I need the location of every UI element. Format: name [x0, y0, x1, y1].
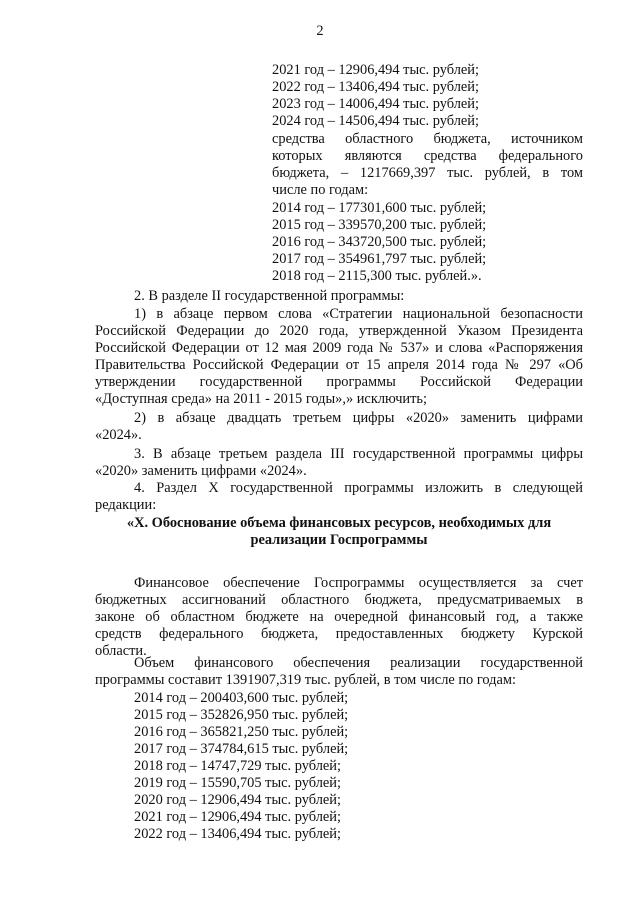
paragraph-line: Финансовое обеспечение Госпрограммы осуществляется за счет	[134, 575, 583, 591]
year-list-top	[272, 62, 592, 130]
paragraph-line: Объем финансового обеспечения реализации государственной	[134, 655, 583, 671]
list-item: 2022 год – 13406,494 тыс. рублей;	[134, 826, 341, 842]
list-item: 2024 год – 14506,494 тыс. рублей;	[272, 113, 479, 129]
year-list-federal	[272, 200, 592, 285]
paragraph-line: Российской Федерации от 12 мая 2009 года № 537» и слова «Распоряжения	[95, 340, 583, 356]
paragraph-line: 2. В разделе II государственной программы:	[134, 288, 405, 304]
finance-paragraph	[95, 575, 583, 660]
list-item: 2016 год – 343720,500 тыс. рублей;	[272, 234, 487, 250]
list-item: 2015 год – 339570,200 тыс. рублей;	[272, 217, 487, 233]
paragraph-line: бюджетных ассигнований областного бюджета, предусматриваемых в	[95, 592, 583, 608]
paragraph-line: средств федерального бюджета, предоставленных бюджету Курской	[95, 626, 583, 642]
list-item: 2019 год – 15590,705 тыс. рублей;	[134, 775, 341, 791]
paragraph-line: редакции:	[95, 497, 157, 513]
paragraph-line: «2020» заменить цифрами «2024».	[95, 463, 307, 479]
list-item: 2017 год – 354961,797 тыс. рублей;	[272, 251, 487, 267]
paragraph-line: утверждении государственной программы Российской Федерации	[95, 374, 583, 390]
item-3-paragraph	[95, 446, 583, 480]
list-item: 2020 год – 12906,494 тыс. рублей;	[134, 792, 341, 808]
list-item: 2017 год – 374784,615 тыс. рублей;	[134, 741, 349, 757]
paragraph-line: которых являются средства федерального	[272, 148, 583, 164]
list-item: 2014 год – 177301,600 тыс. рублей;	[272, 200, 487, 216]
paragraph-line: программы составит 1391907,319 тыс. рублей, в том числе по годам:	[95, 672, 516, 688]
list-item: 2023 год – 14006,494 тыс. рублей;	[272, 96, 479, 112]
paragraph-line: «2024».	[95, 427, 142, 443]
item-2-heading	[134, 288, 594, 305]
item-2-subitem-1	[95, 306, 583, 408]
list-item: 2018 год – 2115,300 тыс. рублей.».	[272, 268, 482, 284]
year-list-total	[134, 690, 454, 843]
section-title-line: «X. Обоснование объема финансовых ресурсов, необходимых для	[126, 515, 552, 531]
item-4-paragraph	[95, 480, 583, 514]
list-item: 2022 год – 13406,494 тыс. рублей;	[272, 79, 479, 95]
list-item: 2016 год – 365821,250 тыс. рублей;	[134, 724, 349, 740]
paragraph-line: области.	[95, 643, 147, 659]
list-item: 2018 год – 14747,729 тыс. рублей;	[134, 758, 341, 774]
paragraph-line: бюджета, – 1217669,397 тыс. рублей, в том	[272, 165, 583, 181]
paragraph-line: законе об областном бюджете на очередной финансовый год, а также	[95, 609, 583, 625]
section-title-line: реализации Госпрограммы	[250, 532, 428, 548]
volume-paragraph	[95, 655, 583, 689]
paragraph-line: Правительства Российской Федерации от 15 апреля 2014 года № 297 «Об	[95, 357, 583, 373]
paragraph-line: 4. Раздел X государственной программы изложить в следующей	[134, 480, 583, 496]
paragraph-line: средства областного бюджета, источником	[272, 131, 583, 147]
federal-funds-paragraph	[272, 131, 583, 199]
page-number: 2	[316, 23, 324, 39]
paragraph-line: 2) в абзаце двадцать третьем цифры «2020» заменить цифрами	[134, 410, 583, 426]
paragraph-line: числе по годам:	[272, 182, 369, 198]
paragraph-line: 1) в абзаце первом слова «Стратегии национальной безопасности	[134, 306, 583, 322]
section-title	[95, 515, 583, 549]
item-2-subitem-2	[95, 410, 583, 444]
paragraph-line: Российской Федерации до 2020 года, утвержденной Указом Президента	[95, 323, 583, 339]
list-item: 2014 год – 200403,600 тыс. рублей;	[134, 690, 349, 706]
list-item: 2021 год – 12906,494 тыс. рублей;	[134, 809, 341, 825]
paragraph-line: 3. В абзаце третьем раздела III государственной программы цифры	[134, 446, 583, 462]
list-item: 2021 год – 12906,494 тыс. рублей;	[272, 62, 479, 78]
list-item: 2015 год – 352826,950 тыс. рублей;	[134, 707, 349, 723]
paragraph-line: «Доступная среда» на 2011 - 2015 годы»,» исключить;	[95, 391, 427, 407]
